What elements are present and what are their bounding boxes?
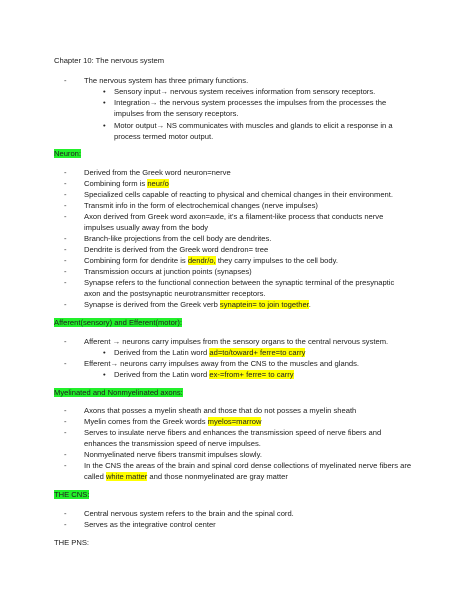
function-motor-1: Motor output→ NS communicates with muscles and glands to elicit a response in a	[114, 121, 393, 130]
dash-bullet: -	[64, 76, 67, 85]
function-integration-1: Integration→ the nervous system processes the impulses from the processes the	[114, 98, 387, 107]
neuron-heading: Neuron:	[54, 149, 82, 158]
dash-bullet: -	[64, 461, 67, 470]
intro-text: The nervous system has three primary functions.	[84, 76, 249, 85]
cns-item: Central nervous system refers to the brain and the spinal cord.	[84, 509, 294, 518]
myelin-item: In the CNS the areas of the brain and spinal cord dense collections of myelinated nerve fibers are	[84, 461, 412, 470]
myelin-item: Myelin comes from the Greek words myelos=marrow	[84, 417, 262, 426]
efferent-derivation: Derived from the Latin word ex-=from+ ferre= to carry	[114, 370, 294, 379]
neuron-item: Combining form is neur/o	[84, 179, 169, 188]
dash-bullet: -	[64, 190, 67, 199]
function-sensory: Sensory input→ nervous system receives information from sensory receptors.	[114, 87, 376, 96]
neuron-item: Combining form for dendrite is dendr/o, they carry impulses to the cell body.	[84, 256, 338, 265]
bullet-dot: •	[103, 87, 106, 96]
neuron-item: Transmission occurs at junction points (synapses)	[84, 267, 252, 276]
dash-bullet: -	[64, 179, 67, 188]
dash-bullet: -	[64, 201, 67, 210]
myelin-heading: Myelinated and Nonmyelinated axons:	[54, 388, 183, 397]
bullet-dot: •	[103, 98, 106, 107]
myelin-item: Nonmyelinated nerve fibers transmit impulses slowly.	[84, 450, 262, 459]
dash-bullet: -	[64, 245, 67, 254]
dash-bullet: -	[64, 450, 67, 459]
cns-item: Serves as the integrative control center	[84, 520, 216, 529]
chapter-title: Chapter 10: The nervous system	[54, 56, 165, 65]
dash-bullet: -	[64, 212, 67, 221]
dash-bullet: -	[64, 300, 67, 309]
neuron-item: Derived from the Greek word neuron=nerve	[84, 168, 231, 177]
function-motor-2: process termed motor output.	[114, 132, 214, 141]
myelin-item-cont: called white matter and those nonmyelinated are gray matter	[84, 472, 288, 481]
dash-bullet: -	[64, 428, 67, 437]
bullet-dot: •	[103, 370, 106, 379]
dash-bullet: -	[64, 417, 67, 426]
dash-bullet: -	[64, 234, 67, 243]
afferent-text: Afferent → neurons carry impulses from the sensory organs to the central nervous system.	[84, 337, 389, 346]
dash-bullet: -	[64, 520, 67, 529]
function-integration-2: impulses from the sensory receptors.	[114, 109, 239, 118]
neuron-item: Dendrite is derived from the Greek word dendron= tree	[84, 245, 269, 254]
myelin-item-cont: enhances the transmission speed of nerve impulses.	[84, 439, 261, 448]
dash-bullet: -	[64, 256, 67, 265]
myelin-item: Axons that posses a myelin sheath and those that do not posses a myelin sheath	[84, 406, 357, 415]
neuron-item: Synapse is derived from the Greek verb synaptein= to join together.	[84, 300, 311, 309]
afferent-heading: Afferent(sensory) and Efferent(motor):	[54, 318, 183, 327]
neuron-item: Synapse refers to the functional connection between the synaptic terminal of the presynaptic	[84, 278, 395, 287]
dash-bullet: -	[64, 168, 67, 177]
myelin-item: Serves to insulate nerve fibers and enhances the transmission speed of nerve fibers and	[84, 428, 382, 437]
bullet-dot: •	[103, 348, 106, 357]
neuron-item-cont: axon and the postsynaptic neurotransmitter receptors.	[84, 289, 266, 298]
dash-bullet: -	[64, 406, 67, 415]
afferent-derivation: Derived from the Latin word ad=to/toward+ ferre=to carry	[114, 348, 306, 357]
efferent-text: Efferent→ neurons carry impulses away from the CNS to the muscles and glands.	[84, 359, 360, 368]
cns-heading: THE CNS:	[54, 490, 90, 499]
neuron-item: Axon derived from Greek word axon=axle, it’s a filament-like process that conducts nerve	[84, 212, 384, 221]
dash-bullet: -	[64, 337, 67, 346]
neuron-item: Transmit info in the form of electrochemical changes (nerve impulses)	[84, 201, 318, 210]
neuron-item-cont: impulses usually away from the body	[84, 223, 209, 232]
dash-bullet: -	[64, 278, 67, 287]
pns-heading: THE PNS:	[54, 538, 90, 547]
dash-bullet: -	[64, 509, 67, 518]
dash-bullet: -	[64, 267, 67, 276]
neuron-item: Branch-like projections from the cell body are dendrites.	[84, 234, 272, 243]
dash-bullet: -	[64, 359, 67, 368]
neuron-item: Specialized cells capable of reacting to physical and chemical changes in their environment.	[84, 190, 393, 199]
bullet-dot: •	[103, 121, 106, 130]
